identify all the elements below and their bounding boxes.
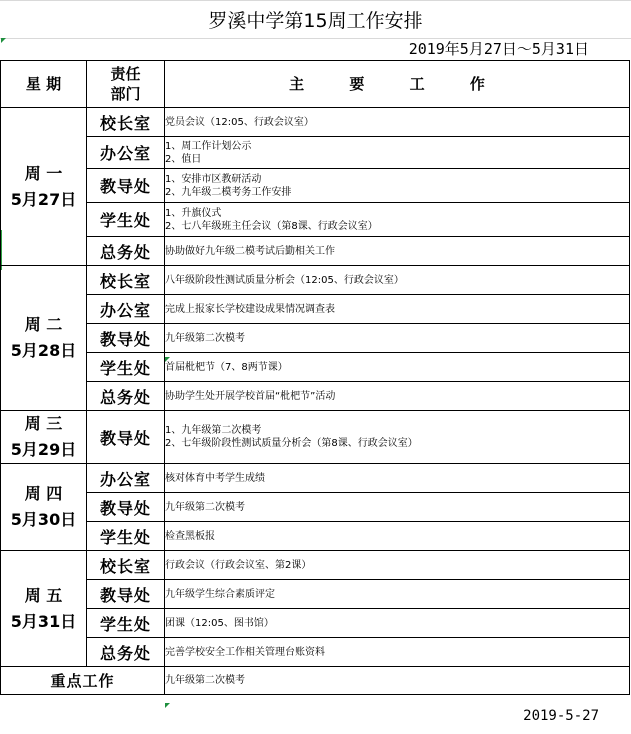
- table-row: [1, 551, 630, 580]
- table-row: [1, 353, 630, 382]
- task-cell[interactable]: 首届枇杷节（7、8两节课）: [165, 353, 630, 382]
- task-cell[interactable]: 党员会议（12:05、行政会议室）: [165, 108, 630, 137]
- header-day: 星 期: [1, 61, 87, 108]
- task-cell[interactable]: 核对体育中考学生成绩: [165, 464, 630, 493]
- task-cell[interactable]: 协助学生处开展学校首届“枇杷节”活动: [165, 382, 630, 411]
- day-cell-thursday: 周 四 5月30日: [1, 464, 87, 551]
- task-cell[interactable]: 九年级第二次模考: [165, 324, 630, 353]
- task-cell[interactable]: 行政会议（行政会议室、第2课）: [165, 551, 630, 580]
- task-cell[interactable]: 九年级学生综合素质评定: [165, 580, 630, 609]
- dept-cell: 总务处: [87, 638, 165, 667]
- table-row: [1, 493, 630, 522]
- dept-cell: 学生处: [87, 609, 165, 638]
- task-cell[interactable]: 协助做好九年级二模考试后勤相关工作: [165, 237, 630, 266]
- table-row: [1, 324, 630, 353]
- task-cell[interactable]: 完成上报家长学校建设成果情况调查表: [165, 295, 630, 324]
- key-work-row: [1, 667, 630, 695]
- cell-comment-marker-icon: [165, 703, 170, 708]
- footer-date: 2019-5-27: [523, 708, 599, 724]
- header-row: [1, 61, 630, 108]
- cell-comment-marker-icon: [1, 38, 6, 43]
- table-row: [1, 203, 630, 237]
- dept-cell: 校长室: [87, 551, 165, 580]
- table-row: [1, 237, 630, 266]
- table-row: [1, 580, 630, 609]
- table-row: [1, 638, 630, 667]
- date-range: 2019年5月27日～5月31日: [408, 40, 589, 58]
- day-cell-tuesday: 周 二 5月28日: [1, 266, 87, 411]
- table-row: [1, 609, 630, 638]
- task-cell[interactable]: 1、安排市区教研活动 2、九年级二模考务工作安排: [165, 169, 630, 203]
- table-row: [1, 522, 630, 551]
- dept-cell: 总务处: [87, 382, 165, 411]
- table-row: [1, 295, 630, 324]
- task-cell[interactable]: 九年级第二次模考: [165, 493, 630, 522]
- task-cell[interactable]: 检查黑板报: [165, 522, 630, 551]
- dept-cell: 教导处: [87, 580, 165, 609]
- schedule-table: [0, 60, 630, 695]
- day-cell-friday: 周 五 5月31日: [1, 551, 87, 667]
- dept-cell: 教导处: [87, 324, 165, 353]
- day-cell-wednesday: 周 三 5月29日: [1, 411, 87, 464]
- task-cell[interactable]: 八年级阶段性测试质量分析会（12:05、行政会议室）: [165, 266, 630, 295]
- dept-cell: 办公室: [87, 464, 165, 493]
- dept-cell: 教导处: [87, 493, 165, 522]
- dept-cell: 办公室: [87, 295, 165, 324]
- dept-cell: 教导处: [87, 169, 165, 203]
- header-main-work: 主 要 工 作: [165, 61, 630, 108]
- table-row: [1, 137, 630, 169]
- table-row: [1, 411, 630, 464]
- dept-cell: 校长室: [87, 108, 165, 137]
- gridline: [0, 0, 631, 1]
- dept-cell: 学生处: [87, 353, 165, 382]
- dept-cell: 校长室: [87, 266, 165, 295]
- table-row: [1, 464, 630, 493]
- dept-cell: 教导处: [87, 411, 165, 464]
- task-cell[interactable]: 完善学校安全工作相关管理台账资料: [165, 638, 630, 667]
- header-dept: 责任 部门: [87, 61, 165, 108]
- task-cell[interactable]: 1、周工作计划公示 2、值日: [165, 137, 630, 169]
- dept-cell: 办公室: [87, 137, 165, 169]
- task-cell[interactable]: 1、九年级第二次模考 2、七年级阶段性测试质量分析会（第8课、行政会议室）: [165, 411, 630, 464]
- dept-cell: 总务处: [87, 237, 165, 266]
- day-cell-monday: 周 一 5月27日: [1, 108, 87, 266]
- table-row: [1, 169, 630, 203]
- page-title: 罗溪中学第15周工作安排: [208, 10, 423, 32]
- task-cell[interactable]: 1、升旗仪式 2、七八年级班主任会议（第8课、行政会议室）: [165, 203, 630, 237]
- table-row: [1, 266, 630, 295]
- key-work-task[interactable]: 九年级第二次模考: [165, 667, 630, 695]
- table-row: [1, 108, 630, 137]
- task-cell[interactable]: 团课（12:05、图书馆）: [165, 609, 630, 638]
- dept-cell: 学生处: [87, 522, 165, 551]
- key-work-label: 重点工作: [1, 667, 165, 695]
- dept-cell: 学生处: [87, 203, 165, 237]
- table-row: [1, 382, 630, 411]
